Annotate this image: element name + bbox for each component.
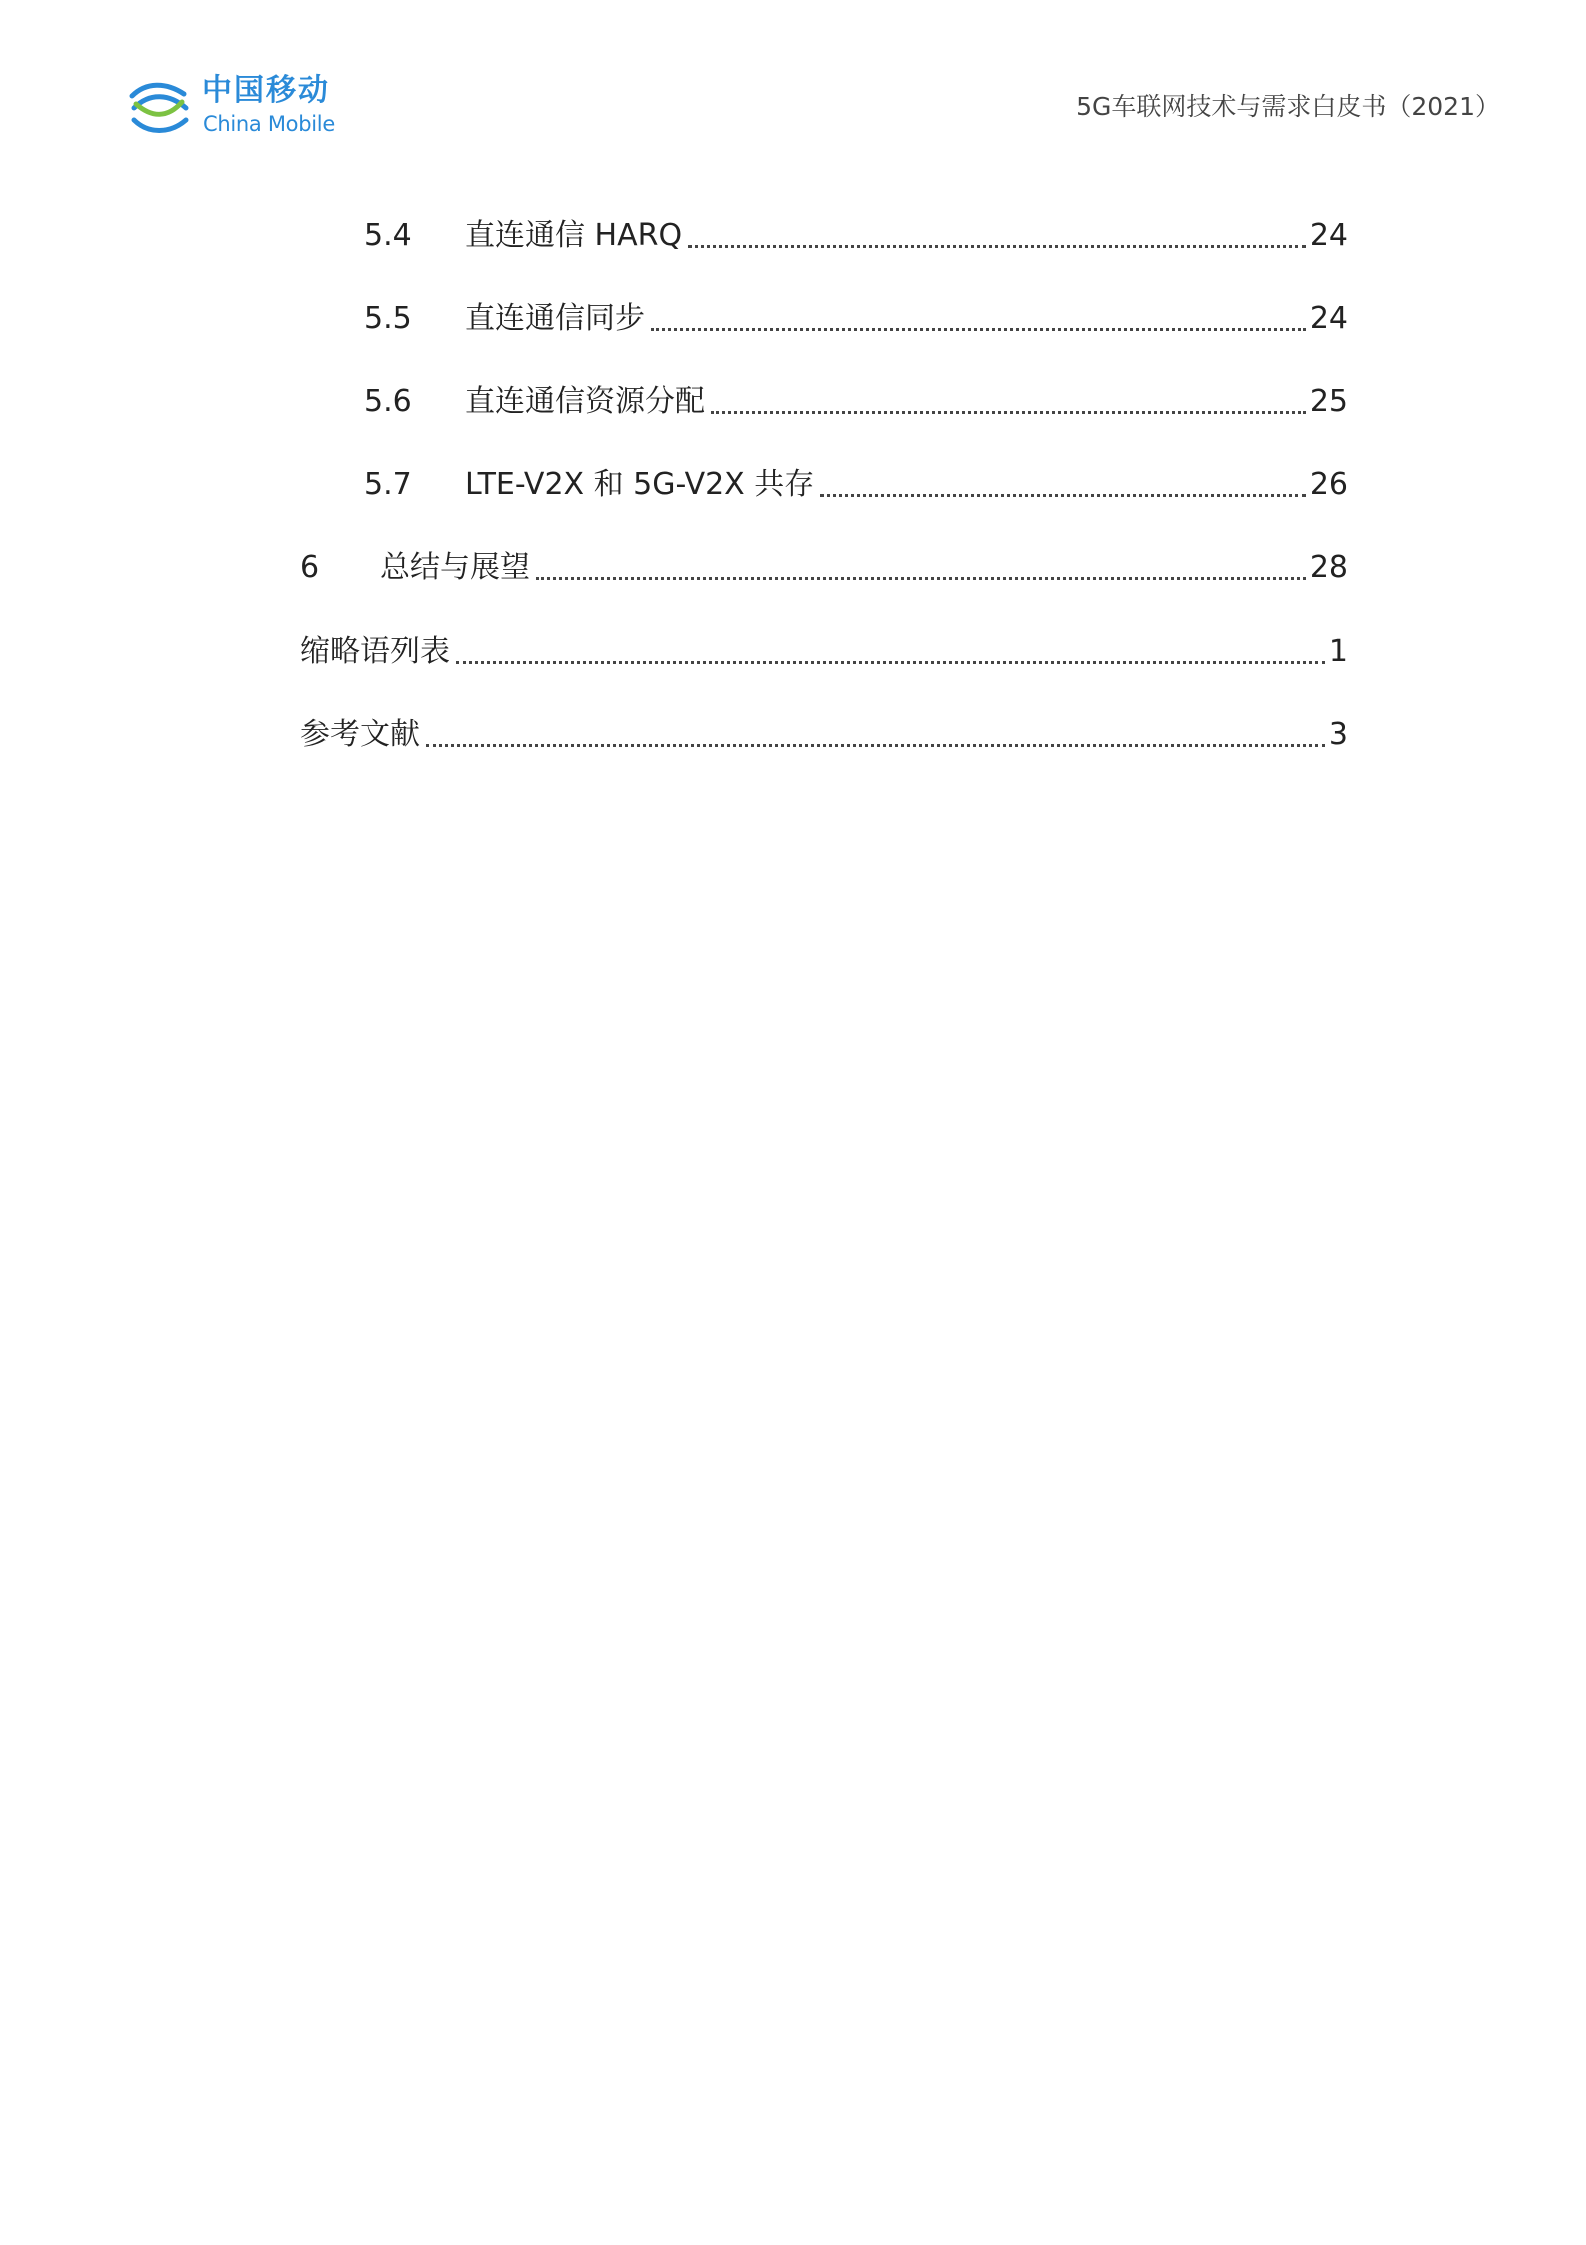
toc-entry-number: 5.6: [364, 384, 412, 419]
document-title: 5G车联网技术与需求白皮书（2021）: [1076, 92, 1500, 121]
toc-dot-leader: [820, 494, 1306, 497]
toc-entry-number: 6: [300, 550, 320, 585]
toc-dot-leader: [711, 411, 1306, 414]
toc-entry-page: 24: [1309, 218, 1348, 253]
toc-dot-leader: [688, 245, 1306, 248]
toc-entry-5-5[interactable]: [364, 299, 1348, 339]
toc-dot-leader: [651, 328, 1306, 331]
toc-dot-leader: [426, 744, 1325, 747]
toc-entry-6[interactable]: [300, 548, 1348, 588]
toc-entry-number: 5.7: [364, 467, 412, 502]
toc-entry-page: 1: [1328, 634, 1348, 669]
toc-entry-title: 直连通信同步: [465, 301, 645, 336]
toc-entry-title: 缩略语列表: [300, 634, 450, 669]
toc-entry-page: 3: [1328, 717, 1348, 752]
toc-dot-leader: [456, 661, 1325, 664]
toc-entry-title: LTE-V2X 和 5G-V2X 共存: [465, 467, 815, 502]
toc-entry-page: 24: [1309, 301, 1348, 336]
toc-entry-title: 参考文献: [300, 717, 420, 752]
china-mobile-logo: [126, 72, 356, 144]
page-header: [0, 0, 1586, 170]
toc-entry-title: 直连通信资源分配: [465, 384, 705, 419]
toc-entry-references[interactable]: [300, 715, 1348, 755]
toc-entry-title: 总结与展望: [380, 550, 530, 585]
toc-entry-page: 28: [1309, 550, 1348, 585]
toc-entry-number: 5.4: [364, 218, 412, 253]
toc-entry-5-6[interactable]: [364, 382, 1348, 422]
toc-entry-page: 25: [1309, 384, 1348, 419]
china-mobile-logo-icon: [126, 74, 192, 140]
logo-text-en: China Mobile: [203, 112, 335, 136]
logo-text-cn: 中国移动: [202, 73, 330, 108]
toc-entry-5-7[interactable]: [364, 465, 1348, 505]
toc-entry-abbreviations[interactable]: [300, 632, 1348, 672]
toc-entry-title: 直连通信 HARQ: [465, 218, 683, 253]
toc-entry-number: 5.5: [364, 301, 412, 336]
toc-entry-5-4[interactable]: [364, 216, 1348, 256]
toc-dot-leader: [536, 577, 1306, 580]
toc-entry-page: 26: [1309, 467, 1348, 502]
